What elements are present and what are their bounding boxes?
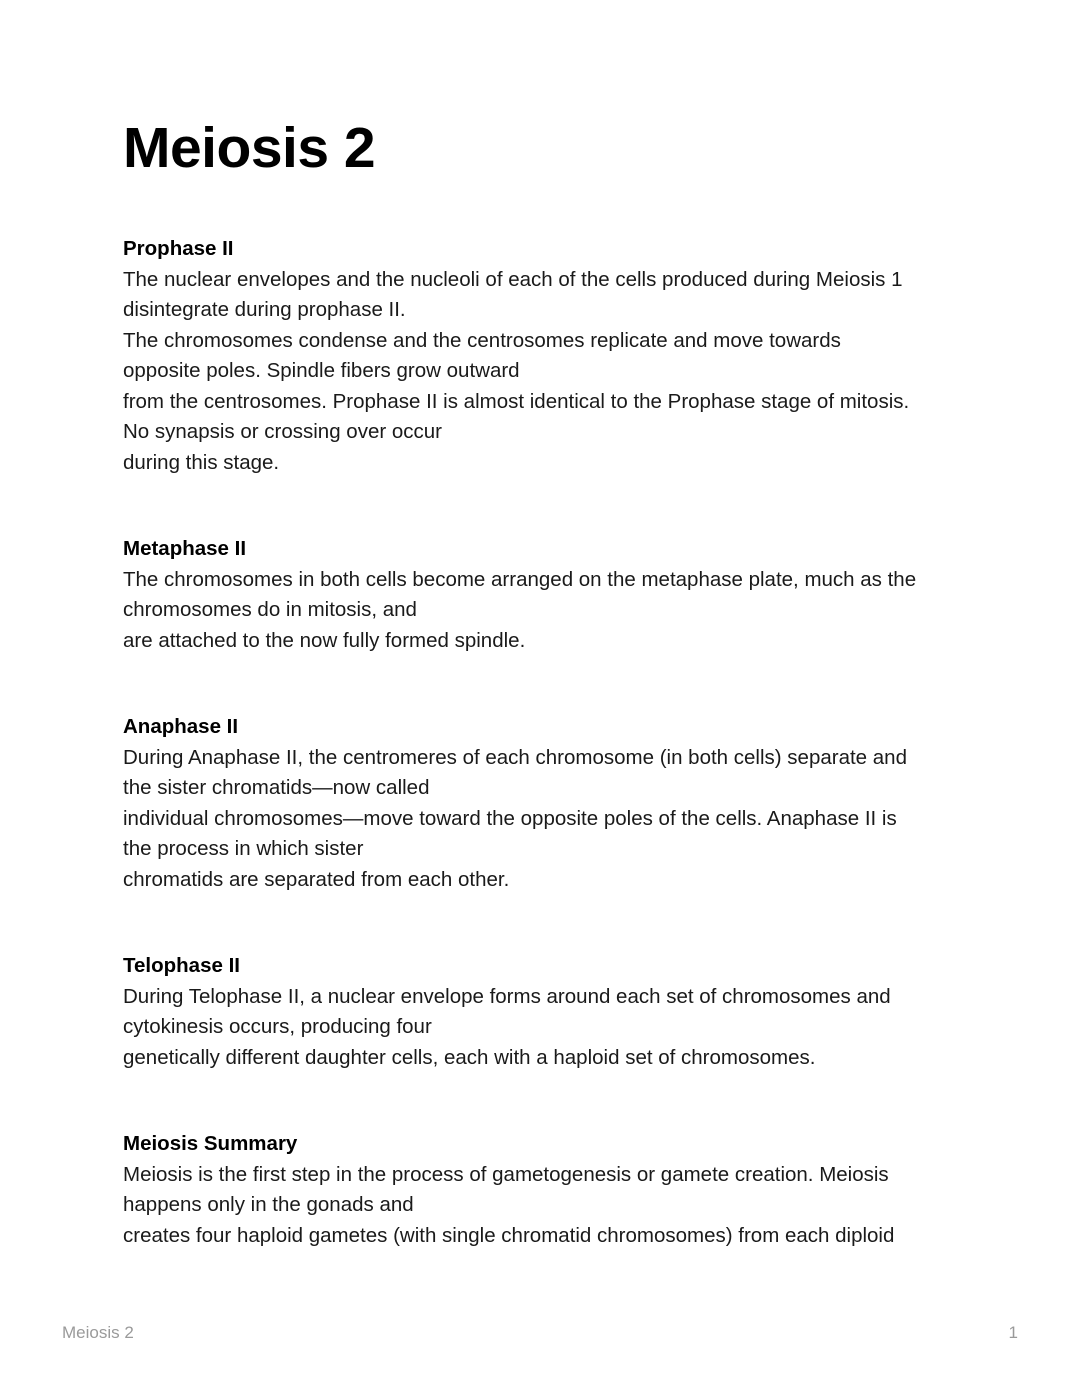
body-line: During Anaphase II, the centromeres of each chromosome (in both cells) separate and <box>123 745 907 769</box>
body-line: genetically different daughter cells, each with a haploid set of chromosomes. <box>123 1045 816 1069</box>
body-line: the sister chromatids—now called <box>123 776 430 800</box>
page-title: Meiosis 2 <box>123 116 376 180</box>
body-line: are attached to the now fully formed spindle. <box>123 628 526 652</box>
section-body-telophase-ii <box>123 982 951 1074</box>
section-body-metaphase-ii <box>123 565 951 657</box>
section-meiosis-summary <box>123 1129 951 1251</box>
section-heading-prophase-ii: Prophase II <box>123 237 234 261</box>
body-line: During Telophase II, a nuclear envelope forms around each set of chromosomes and <box>123 984 891 1008</box>
section-telophase-ii <box>123 951 951 1073</box>
body-line: creates four haploid gametes (with single chromatid chromosomes) from each diploid <box>123 1223 895 1247</box>
body-line: The chromosomes condense and the centrosomes replicate and move towards <box>123 328 841 352</box>
page-footer <box>62 1318 1018 1348</box>
body-line: opposite poles. Spindle fibers grow outward <box>123 359 520 383</box>
section-heading-anaphase-ii: Anaphase II <box>123 715 239 739</box>
body-line: No synapsis or crossing over occur <box>123 420 443 444</box>
body-line: chromosomes do in mitosis, and <box>123 598 417 622</box>
section-heading-meiosis-summary: Meiosis Summary <box>123 1132 298 1156</box>
footer-document-label: Meiosis 2 <box>62 1323 134 1342</box>
section-metaphase-ii <box>123 534 951 656</box>
body-line: disintegrate during prophase II. <box>123 298 406 322</box>
body-line: from the centrosomes. Prophase II is almost identical to the Prophase stage of mitosis. <box>123 389 910 413</box>
body-line: during this stage. <box>123 450 280 474</box>
section-heading-metaphase-ii: Metaphase II <box>123 537 247 561</box>
body-line: the process in which sister <box>123 837 364 861</box>
body-line: cytokinesis occurs, producing four <box>123 1015 432 1039</box>
body-line: chromatids are separated from each other. <box>123 867 510 891</box>
section-body-prophase-ii <box>123 265 951 479</box>
footer-page-number: 1 <box>1008 1323 1018 1342</box>
section-body-meiosis-summary <box>123 1160 951 1252</box>
body-line: happens only in the gonads and <box>123 1193 414 1217</box>
body-line: individual chromosomes—move toward the opposite poles of the cells. Anaphase II is <box>123 806 897 830</box>
section-heading-telophase-ii: Telophase II <box>123 954 240 978</box>
body-line: The nuclear envelopes and the nucleoli of each of the cells produced during Meiosis 1 <box>123 267 903 291</box>
document-content <box>123 118 951 1251</box>
section-anaphase-ii <box>123 712 951 895</box>
body-line: The chromosomes in both cells become arranged on the metaphase plate, much as the <box>123 567 917 591</box>
section-prophase-ii <box>123 234 951 478</box>
body-line: Meiosis is the first step in the process of gametogenesis or gamete creation. Meiosis <box>123 1162 889 1186</box>
section-body-anaphase-ii <box>123 743 951 896</box>
